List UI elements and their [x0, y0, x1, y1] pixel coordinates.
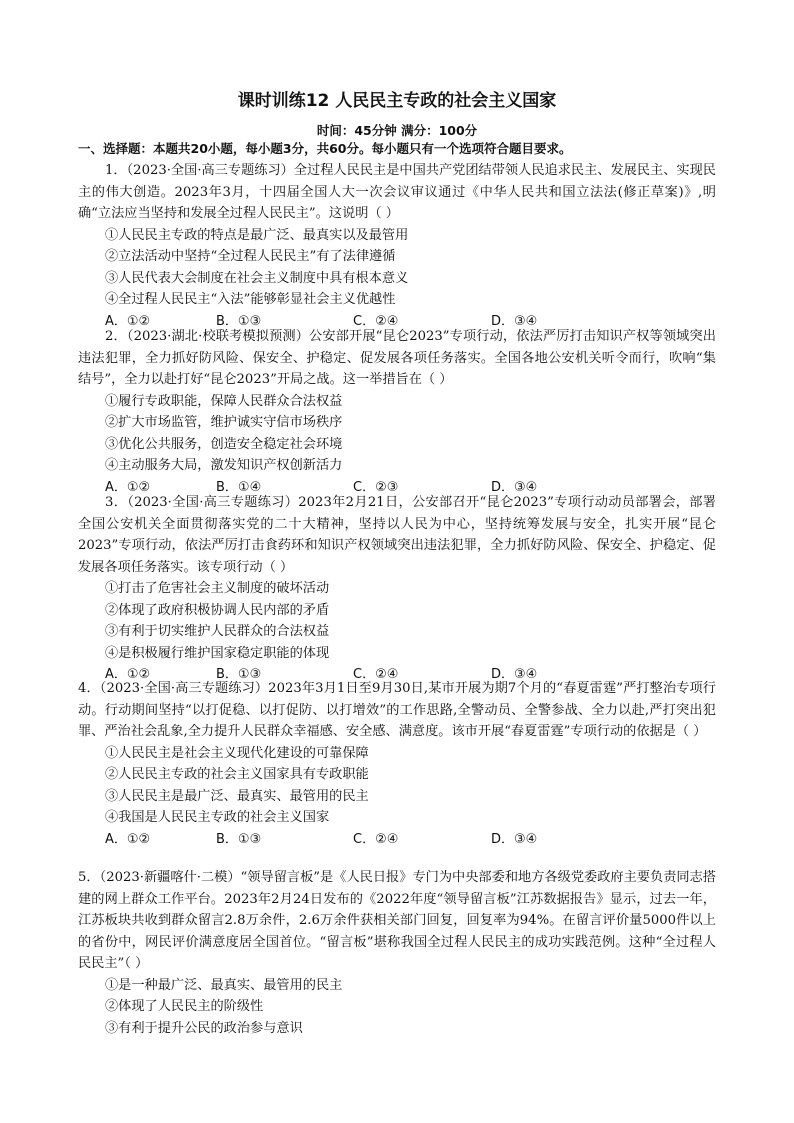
statement-4: ④主动服务大局，激发知识产权创新活力 [105, 458, 343, 473]
choice-d[interactable]: D．③④ [491, 667, 538, 682]
option-list [105, 743, 716, 829]
answer-choices [105, 829, 716, 851]
statement-3: ③优化公共服务，创造安全稳定社会环境 [105, 436, 343, 452]
option-list [105, 975, 716, 1040]
section-heading: 一、选择题：本题共20小题，每小题3分，共60分。每小题只有一个选项符合题目要求。 [78, 141, 572, 156]
option-list [105, 578, 716, 664]
choice-b[interactable]: B．①④ [216, 479, 262, 495]
question-4 [78, 678, 716, 850]
question-1 [78, 160, 716, 332]
choice-d[interactable]: D．③④ [491, 479, 538, 495]
choice-d[interactable]: D．③④ [491, 313, 538, 329]
statement-1: ①履行专政职能，保障人民群众合法权益 [105, 393, 343, 409]
choice-b[interactable]: B．①③ [216, 831, 262, 847]
question-3 [78, 492, 716, 686]
choice-b[interactable]: B．①③ [216, 667, 262, 682]
statement-4: ④全过程人民民主“入法”能够彰显社会主义优越性 [105, 292, 396, 307]
time-and-score: 时间：45分钟 满分：100分 [316, 123, 478, 138]
option-list [105, 225, 716, 311]
question-5 [78, 867, 716, 1039]
question-stem: 1．（2023·全国·高三专题练习）全过程人民民主是中国共产党团结带领人民追求民主、发展民主、实现民主的伟大创造。2023年3月，十四届全国人大一次会议审议通过《中华人民共和国立法法(修正草案)》,明确“立法应当坚持和发展全过程人民民主”。这说明（ ） [78, 163, 716, 221]
choice-c[interactable]: C．②③ [353, 479, 399, 495]
page-title: 课时训练12 人民民主专政的社会主义国家 [237, 91, 557, 111]
statement-4: ④我国是人民民主专政的社会主义国家 [105, 810, 330, 825]
statement-1: ①是一种最广泛、最真实、最管用的民主 [105, 977, 343, 993]
question-stem: 3．（2023·全国·高三专题练习）2023年2月21日，公安部召开“昆仑2023”专项行动动员部署会，部署全国公安机关全面贯彻落实党的二十大精神，坚持以人民为中心，坚持统筹发展与安全，扎实开展“昆仑2023”专项行动，依法严厉打击食药环和知识产权领域突出违法犯罪，全力抓好防风险、保安全、护稳定、促发展各项任务落实。该专项行动（ ） [78, 495, 716, 575]
statement-2: ②立法活动中坚持“全过程人民民主”有了法律遵循 [105, 249, 396, 264]
statement-1: ①打击了危害社会主义制度的破坏活动 [105, 581, 330, 596]
choice-a[interactable]: A．①② [105, 831, 151, 847]
statement-4: ④是积极履行维护国家稳定职能的体现 [105, 645, 330, 661]
statement-1: ①人民民主是社会主义现代化建设的可靠保障 [105, 745, 369, 761]
statement-2: ②人民民主专政的社会主义国家具有专政职能 [105, 767, 369, 782]
statement-3: ③有利于切实维护人民群众的合法权益 [105, 624, 330, 639]
choice-c[interactable]: C．②④ [353, 667, 399, 682]
question-stem: 2．（2023·湖北·校联考模拟预测）公安部开展“昆仑2023”专项行动，依法严厉打击知识产权等领域突出违法犯罪，全力抓好防风险、保安全、护稳定、促发展各项任务落实。全国各地公安机关听令而行，吹响“集结号”，全力以赴打好“昆仑2023”开局之战。这一举措旨在（ ） [78, 329, 716, 387]
statement-2: ②体现了政府积极协调人民内部的矛盾 [105, 602, 330, 618]
statement-2: ②体现了人民民主的阶级性 [105, 999, 264, 1014]
choice-a[interactable]: A．①② [105, 313, 151, 329]
statement-3: ③有利于提升公民的政治参与意识 [105, 1020, 303, 1036]
option-list [105, 391, 716, 477]
statement-3: ③人民民主是最广泛、最真实、最管用的民主 [105, 788, 369, 804]
choice-c[interactable]: C．②④ [353, 831, 399, 847]
question-2 [78, 326, 716, 498]
choice-a[interactable]: A．①② [105, 667, 151, 682]
question-stem: 4．（2023·全国·高三专题练习）2023年3月1日至9月30日,某市开展为期7个月的“春夏雷霆”严打整治专项行动。行动期间坚持“以打促稳、以打促防、以打增效”的工作思路,全警动员、全警参战、全力以赴,严打突出犯罪、严治社会乱象,全力提升人民群众幸福感、安全感、满意度。该市开展“春夏雷霆”专项行动的依据是（ ） [78, 681, 716, 739]
choice-c[interactable]: C．②④ [353, 313, 399, 329]
question-stem: 5．（2023·新疆喀什·二模）“领导留言板”是《人民日报》专门为中央部委和地方各级党委政府主要负责同志搭建的网上群众工作平台。2023年2月24日发布的《2022年度“领导留言板”江苏数据报告》显示，过去一年，江苏板块共收到群众留言2.8万余件，2.6万余件获相关部门回复，回复率为94%。在留言评价量5000件以上的省份中，网民评价满意度居全国首位。“留言板”堪称我国全过程人民民主的成功实践范例。这种“全过程人民民主”（ ） [78, 870, 716, 971]
choice-d[interactable]: D．③④ [491, 831, 538, 847]
choice-a[interactable]: A．①② [105, 479, 151, 495]
statement-3: ③人民代表大会制度在社会主义制度中具有根本意义 [105, 270, 409, 286]
statement-2: ②扩大市场监管，维护诚实守信市场秩序 [105, 415, 343, 430]
choice-b[interactable]: B．①③ [216, 313, 262, 329]
statement-1: ①人民民主专政的特点是最广泛、最真实以及最管用 [105, 227, 409, 243]
